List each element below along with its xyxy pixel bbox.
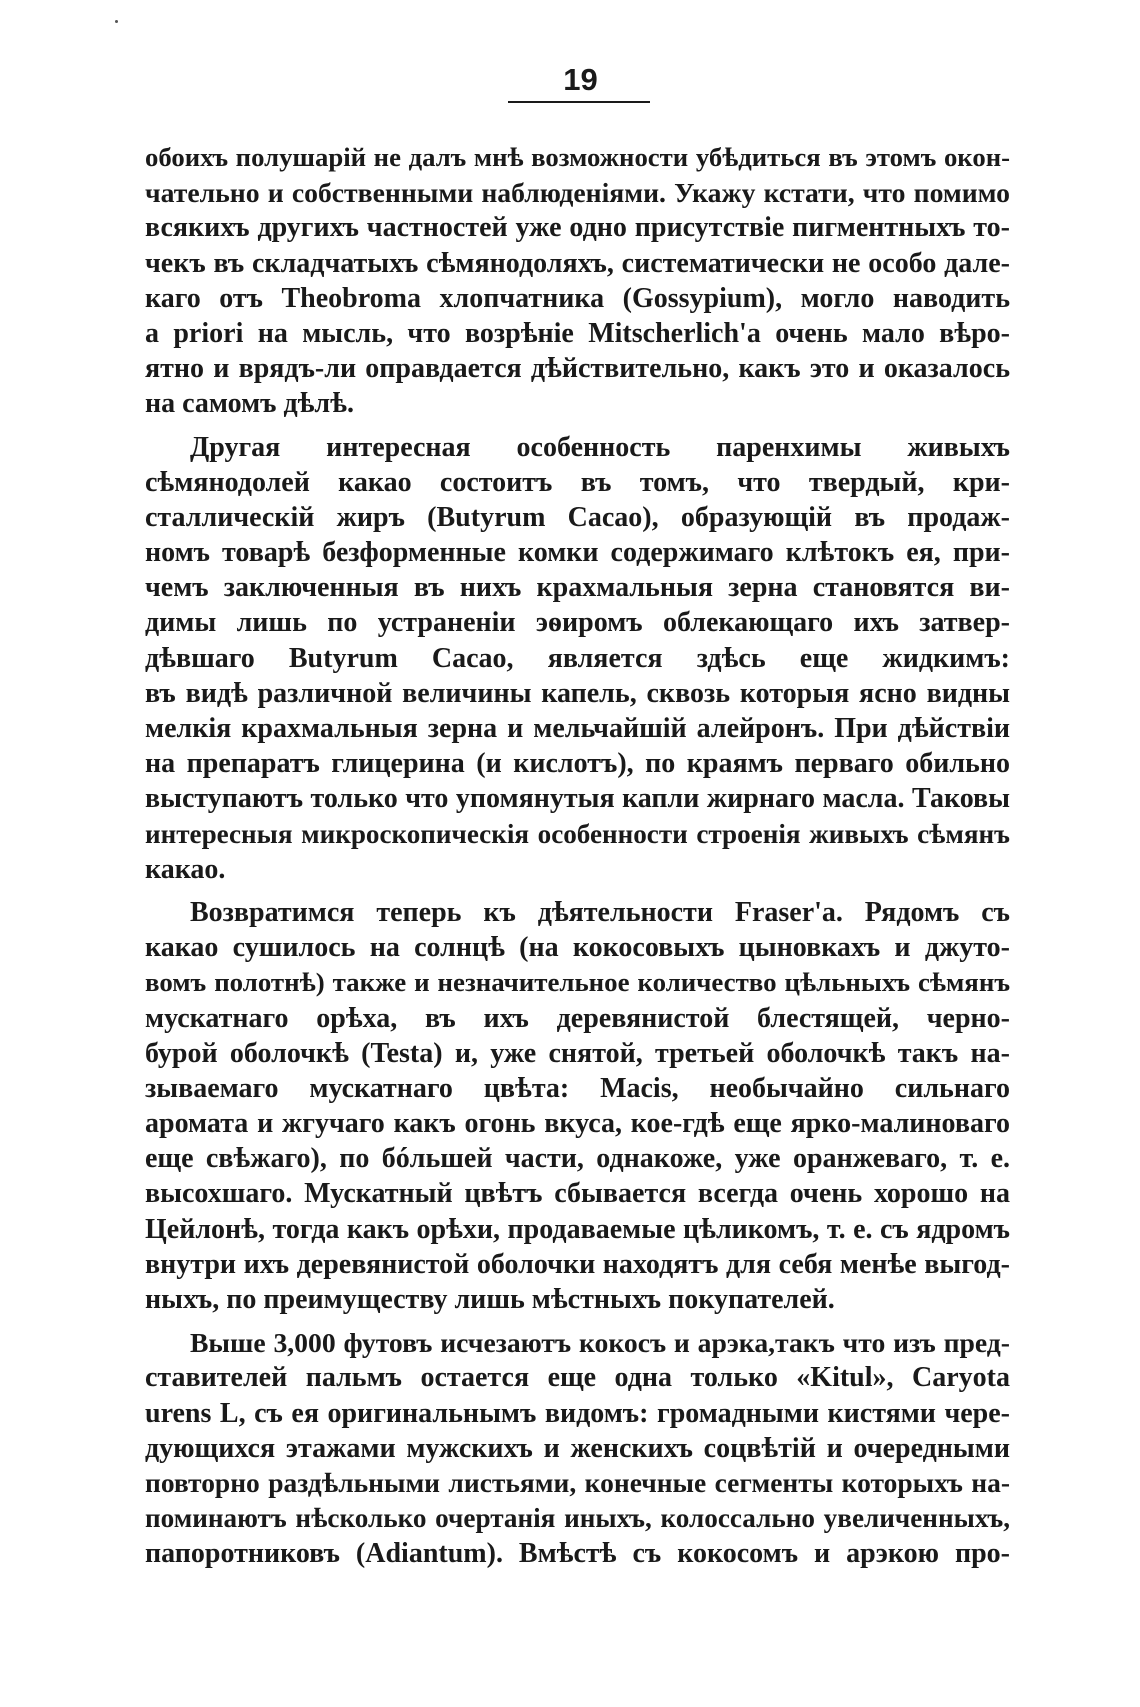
text-line: на самомъ дѣлѣ. [145,388,354,420]
text-line: мелкія крахмальныя зерна и мельчайшій алейронъ. При дѣйствіи [145,713,1010,744]
text-line: повторно раздѣльными листьями, конечные сегменты которыхъ на- [145,1467,1010,1498]
paragraph-4 [145,1325,1010,1571]
text-line: сѣмянодолей какао состоитъ въ томъ, что твердый, кри- [145,466,1010,498]
text-line: мускатнаго орѣха, въ ихъ деревянистой блестящей, черно- [145,1002,1010,1034]
text-line: обоихъ полушарій не далъ мнѣ возможности убѣдиться въ этомъ окон- [145,142,1010,172]
text-line: высохшаго. Мускатный цвѣтъ сбывается всегда очень хорошо на [145,1178,1010,1210]
paragraph-gap [145,1317,1010,1325]
text-line: димы лишь по устраненіи эѳиромъ облекающаго ихъ затвер- [145,607,1010,639]
text-line: аромата и жгучаго какъ огонь вкуса, кое-гдѣ еще ярко-малиноваго [145,1108,1010,1140]
text-line: вомъ полотнѣ) также и незначительное количество цѣльныхъ сѣмянъ [145,967,1010,998]
text-line: поминаютъ нѣсколько очертанія иныхъ, колоссально увеличенныхъ, [145,1503,1010,1534]
text-line: a priori на мысль, что возрѣніе Mitscherlich'а очень мало вѣро- [145,317,1010,349]
text-line: каго отъ Theobroma хлопчатника (Gossypium), могло наводить [145,282,1010,314]
scan-speck [115,20,118,23]
text-line: въ видѣ различной величины капель, сквозь которыя ясно видны [145,677,1010,709]
paragraph-2 [145,430,1010,887]
text-line: дѣвшаго Butyrum Cacao, является здѣсь еще жидкимъ: [145,642,1010,674]
text-line: чемъ заключенныя въ нихъ крахмальныя зерна становятся ви- [145,572,1010,604]
text-line: интересныя микроскопическія особенности строенія живыхъ сѣмянъ [145,818,1010,849]
text-line: еще свѣжаго), по бóльшей части, однакоже, уже оранжеваго, т. е. [145,1143,1010,1175]
text-line: на препаратъ глицерина (и кислотъ), по краямъ перваго обильно [145,748,1010,780]
text-line: дующихся этажами мужскихъ и женскихъ соцвѣтій и очередными [145,1432,1010,1464]
text-line: какао. [145,853,226,885]
text-line: папоротниковъ (Adiantum). Вмѣстѣ съ кокосомъ и арэкою про- [145,1538,1010,1570]
paragraph-gap [145,887,1010,895]
text-line: ятно и врядъ-ли оправдается дѣйствительно, какъ это и оказалось [145,353,1010,385]
text-line: чательно и собственными наблюденіями. Укажу кстати, что помимо [145,177,1010,209]
text-line: выступаютъ только что упомянутыя капли жирнаго масла. Таковы [145,783,1010,815]
text-line: бурой оболочкѣ (Testa) и, уже снятой, третьей оболочкѣ такъ на- [145,1037,1010,1069]
text-line: внутри ихъ деревянистой оболочки находятъ для себя менѣе выгод- [145,1248,1010,1280]
text-line: чекъ въ складчатыхъ сѣмянодоляхъ, систематически не особо дале- [145,247,1010,279]
text-line: ныхъ, по преимуществу лишь мѣстныхъ покупателей. [145,1284,835,1315]
text-line: ставителей пальмъ остается еще одна только «Kitul», Caryota [145,1362,1010,1394]
text-line: Цейлонѣ, тогда какъ орѣхи, продаваемые цѣликомъ, т. е. съ ядромъ [145,1213,1010,1245]
text-line: сталлическій жиръ (Butyrum Cacao), образующій въ продаж- [145,501,1010,533]
paragraph-1 [145,140,1010,422]
text-line: Выше 3,000 футовъ исчезаютъ кокосъ и арэка,такъ что изъ пред- [190,1327,1010,1359]
text-line: urens L, съ ея оригинальнымъ видомъ: громадными кистями чере- [145,1397,1010,1429]
paragraph-gap [145,422,1010,430]
text-line: какао сушилось на солнцѣ (на кокосовыхъ цыновкахъ и джуто- [145,932,1010,964]
page-number: 19 [563,62,598,97]
page-number-rule [508,101,650,103]
paragraph-3 [145,895,1010,1317]
text-line: зываемаго мускатнаго цвѣта: Macis, необычайно сильнаго [145,1072,1010,1104]
text-line: номъ товарѣ безформенные комки содержимаго клѣтокъ ея, при- [145,537,1010,569]
text-line: всякихъ другихъ частностей уже одно присутствіе пигментныхъ то- [145,212,1010,244]
page-body [145,140,1010,1572]
text-line: Другая интересная особенность паренхимы живыхъ [190,431,1010,463]
text-line: Возвратимся теперь къ дѣятельности Fraser'а. Рядомъ съ [190,896,1010,928]
